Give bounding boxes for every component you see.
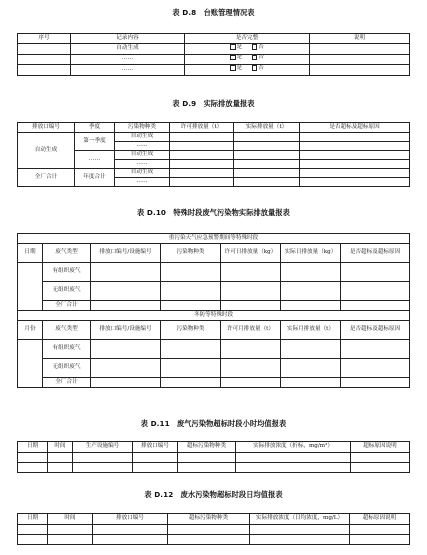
table-cell [18,44,71,55]
table-cell [178,453,236,463]
gas-type-cell: 无组织废气 [43,359,91,378]
table-cell [18,463,48,473]
table-cell [18,525,48,535]
record-content-cell: 自动生成 [71,44,185,55]
table-cell [341,301,410,311]
table-d8 [17,33,410,76]
table-cell [91,301,161,311]
header-cell: 超标污染物种类 [168,514,250,525]
plant-total-cell: 全厂合计 [18,169,75,187]
header-cell: 是否超标及超标原因 [300,123,410,133]
header-cell: 是否超标及超标原因 [341,244,410,263]
table-cell [133,463,178,473]
header-cell: 生产设施编号 [73,442,133,453]
table-cell [234,133,300,142]
table-cell [351,463,410,473]
header-cell: 污染物种类 [115,123,170,133]
header-cell: 许可日排放量（kg） [221,244,281,263]
header-cell: 时间 [48,442,73,453]
header-cell: 日期 [18,244,43,263]
table-cell [93,525,168,535]
table-cell [48,463,73,473]
table-cell [161,263,221,282]
table-cell [161,301,221,311]
table-cell [281,359,341,378]
header-cell: 废气类型 [43,244,91,263]
table-cell [91,359,161,378]
table-cell [161,340,221,359]
header-cell: 排放口编号/设施编号 [91,321,161,340]
table-cell [91,378,161,388]
pollutant-cell: …… [115,178,170,187]
checkbox-icon[interactable] [230,65,235,70]
table-cell [236,453,351,463]
checkbox-icon[interactable] [252,65,257,70]
table-cell [221,282,281,301]
gas-type-cell: 全厂合计 [43,301,91,311]
record-content-cell: …… [71,54,185,65]
header-cell: 时间 [48,514,93,525]
section-header: 重污染天气应急预警期间等特殊时段 [18,234,410,244]
table-cell [18,65,71,76]
table-cell [310,44,410,55]
table-d10 [17,233,410,388]
table-d11-title: 表 D.11 废气污染物超标时段小时均值报表 [140,419,287,428]
table-cell [234,169,300,178]
table-cell [91,263,161,282]
table-cell [48,535,93,545]
table-d9 [17,122,410,187]
gas-type-cell: 无组织废气 [43,282,91,301]
header-cell: 实际排放量（t） [234,123,300,133]
table-cell [168,525,250,535]
completeness-cell: 是 否 [185,44,310,55]
table-cell [300,151,410,160]
header-cell: 超标原因说明 [351,442,410,453]
gas-type-cell: 有组织废气 [43,263,91,282]
pollutant-cell: 自动生成 [115,169,170,178]
table-cell [170,151,234,160]
header-cell: 许可月排放量（t） [221,321,281,340]
checkbox-icon[interactable] [230,44,235,49]
header-cell: 许可排放量（t） [170,123,234,133]
table-cell [281,340,341,359]
header-cell: 超标原因说明 [350,514,410,525]
table-cell [18,340,43,388]
table-cell [170,169,234,178]
pollutant-cell: 自动生成 [115,133,170,142]
header-cell: 废气类型 [43,321,91,340]
table-cell [250,525,350,535]
table-cell [221,263,281,282]
table-cell [221,378,281,388]
header-cell: 排放口编号/设施编号 [91,244,161,263]
quarter-cell: 第一季度 [75,133,115,151]
header-cell: 实际排放浓度（日均浓度，mg/L） [250,514,350,525]
pollutant-cell: 自动生成 [115,151,170,160]
table-d11 [17,441,410,473]
table-cell [221,359,281,378]
header-cell: 月份 [18,321,43,340]
table-cell [73,463,133,473]
table-cell [91,282,161,301]
table-cell [133,453,178,463]
header-cell: 实际月排放量（t） [281,321,341,340]
pollutant-cell: …… [115,160,170,169]
table-cell [341,340,410,359]
table-cell [300,133,410,142]
table-cell [18,54,71,65]
completeness-cell: 是 否 [185,54,310,65]
table-cell [18,535,48,545]
table-cell [48,525,93,535]
table-cell [351,453,410,463]
pollutant-cell: …… [115,142,170,151]
header-cell: 污染物种类 [161,321,221,340]
table-cell [170,160,234,169]
table-cell [350,535,410,545]
table-cell [350,525,410,535]
table-cell [310,54,410,65]
header-cell: 排放口编号 [93,514,168,525]
header-cell: 实际排放浓度（折标，mg/m³） [236,442,351,453]
gas-type-cell: 有组织废气 [43,340,91,359]
checkbox-icon[interactable] [252,44,257,49]
table-cell [93,535,168,545]
header-cell: 季度 [75,123,115,133]
table-cell [234,151,300,160]
table-cell [341,263,410,282]
header-cell: 排放口编号 [133,442,178,453]
table-cell [341,378,410,388]
table-cell [310,65,410,76]
table-cell [234,178,300,187]
table-cell [18,263,43,311]
table-cell [91,340,161,359]
table-cell [170,133,234,142]
table-cell [341,282,410,301]
table-d12-title: 表 D.12 废水污染物超标时段日均值报表 [144,490,283,499]
table-cell [234,142,300,151]
header-cell: 实际日排放量（kg） [281,244,341,263]
table-d10-title: 表 D.10 特殊时段废气污染物实际排放量报表 [137,208,290,217]
completeness-cell: 是 否 [185,65,310,76]
header-cell: 日期 [18,514,48,525]
annual-total-cell: 年度合计 [75,169,115,187]
table-cell [18,453,48,463]
gas-type-cell: 全厂合计 [43,378,91,388]
table-cell [281,282,341,301]
table-cell [300,178,410,187]
table-cell [300,169,410,178]
table-cell [341,359,410,378]
table-cell [281,301,341,311]
table-cell [300,160,410,169]
header-cell: 污染物种类 [161,244,221,263]
table-cell [161,378,221,388]
table-d9-title: 表 D.9 实际排放量报表 [172,99,255,108]
table-d8-title: 表 D.8 台账管理情况表 [172,8,255,17]
record-content-cell: …… [71,65,185,76]
table-cell [168,535,250,545]
table-cell [73,453,133,463]
table-cell [300,142,410,151]
table-cell [281,378,341,388]
checkbox-icon[interactable] [230,55,235,60]
table-d12 [17,513,410,545]
quarter-cell: …… [75,151,115,169]
table-cell [221,340,281,359]
table-cell [281,263,341,282]
outlet-id-cell: 自动生成 [18,133,75,169]
table-cell [170,142,234,151]
header-cell: 超标污染物种类 [178,442,236,453]
table-cell [178,463,236,473]
header-cell: 说明 [310,34,410,44]
table-cell [234,160,300,169]
header-cell: 是否完整 [185,34,310,44]
table-cell [250,535,350,545]
section-header: 冬防等特殊时段 [18,311,410,321]
table-cell [161,359,221,378]
header-cell: 记录内容 [71,34,185,44]
table-cell [170,178,234,187]
table-cell [161,282,221,301]
checkbox-icon[interactable] [252,55,257,60]
header-cell: 是否超标及超标原因 [341,321,410,340]
header-cell: 序号 [18,34,71,44]
table-cell [48,453,73,463]
header-cell: 排放口编号 [18,123,75,133]
table-cell [236,463,351,473]
header-cell: 日期 [18,442,48,453]
table-cell [221,301,281,311]
